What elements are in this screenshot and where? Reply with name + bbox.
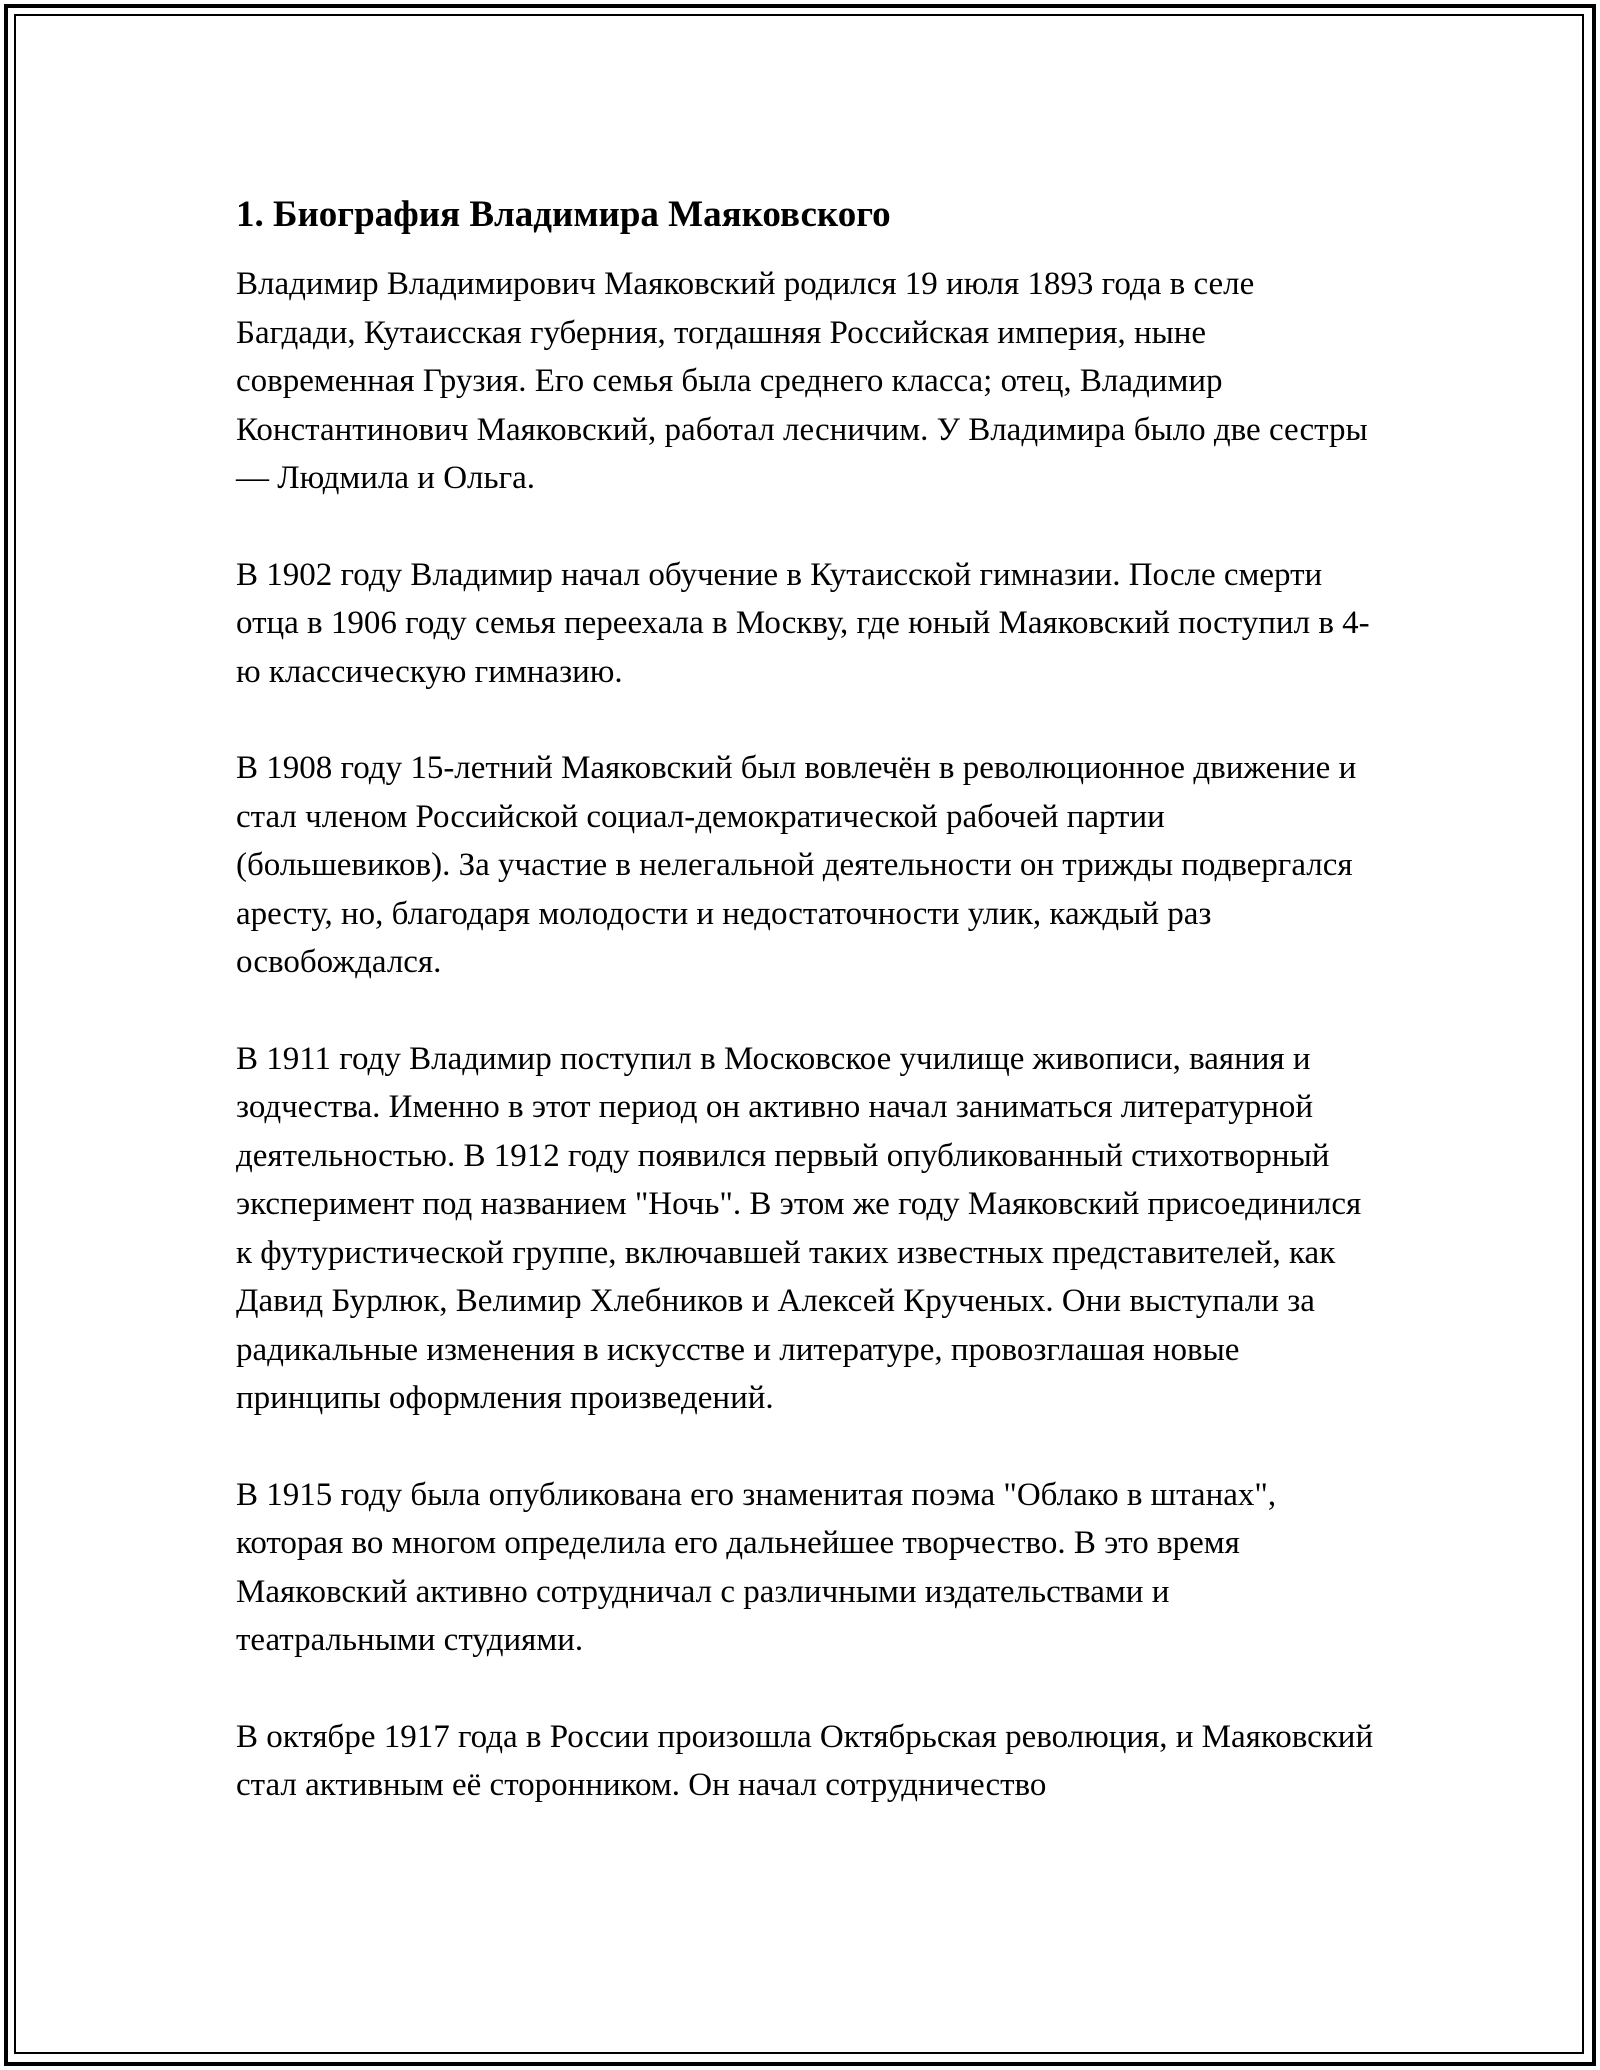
- paragraph-education: В 1902 году Владимир начал обучение в Кутаисской гимназии. После смерти отца в 1906 году семья переехала в Москву, где юный Маяковский поступил в 4-ю классическую гимназию.: [236, 556, 1370, 690]
- paragraph-futurism: В 1911 году Владимир поступил в Московское училище живописи, ваяния и зодчества. Именно в этот период он активно начал заниматься литературной деятельностью. В 1912 году появился первый опубликованный стихотворный эксперимент под названием "Ночь". В этом же году Маяковский присоединился к футуристической группе, включавшей таких известных представителей, как Давид Бурлюк, Велимир Хлебников и Алексей Крученых. Они выступали за радикальные изменения в искусстве и литературе, провозглашая новые принципы оформления произведений.: [236, 1040, 1362, 1416]
- paragraph-revolutionary: В 1908 году 15-летний Маяковский был вовлечён в революционное движение и стал членом Российской социал-демократической рабочей партии (большевиков). За участие в нелегальной деятельности он трижды подвергался аресту, но, благодаря молодости и недостаточности улик, каждый раз освобождался.: [236, 750, 1357, 980]
- paragraph-cloud-in-trousers: В 1915 году была опубликована его знаменитая поэма "Облако в штанах", которая во многом определила его дальнейшее творчество. В это время Маяковский активно сотрудничал с различными издательствами и театральными студиями.: [236, 1476, 1277, 1658]
- document-body: [236, 190, 1376, 1858]
- paragraph-birth: Владимир Владимирович Маяковский родился 19 июля 1893 года в селе Багдади, Кутаисская губерния, тогдашняя Российская империя, ныне современная Грузия. Его семья была среднего класса; отец, Владимир Константинович Маяковский, работал лесничим. У Владимира было две сестры — Людмила и Ольга.: [236, 266, 1368, 496]
- section-heading: 1. Биография Владимира Маяковского: [236, 194, 891, 235]
- paragraph-october-revolution: В октябре 1917 года в России произошла Октябрьская революция, и Маяковский стал активным её сторонником. Он начал сотрудничество: [236, 1718, 1374, 1803]
